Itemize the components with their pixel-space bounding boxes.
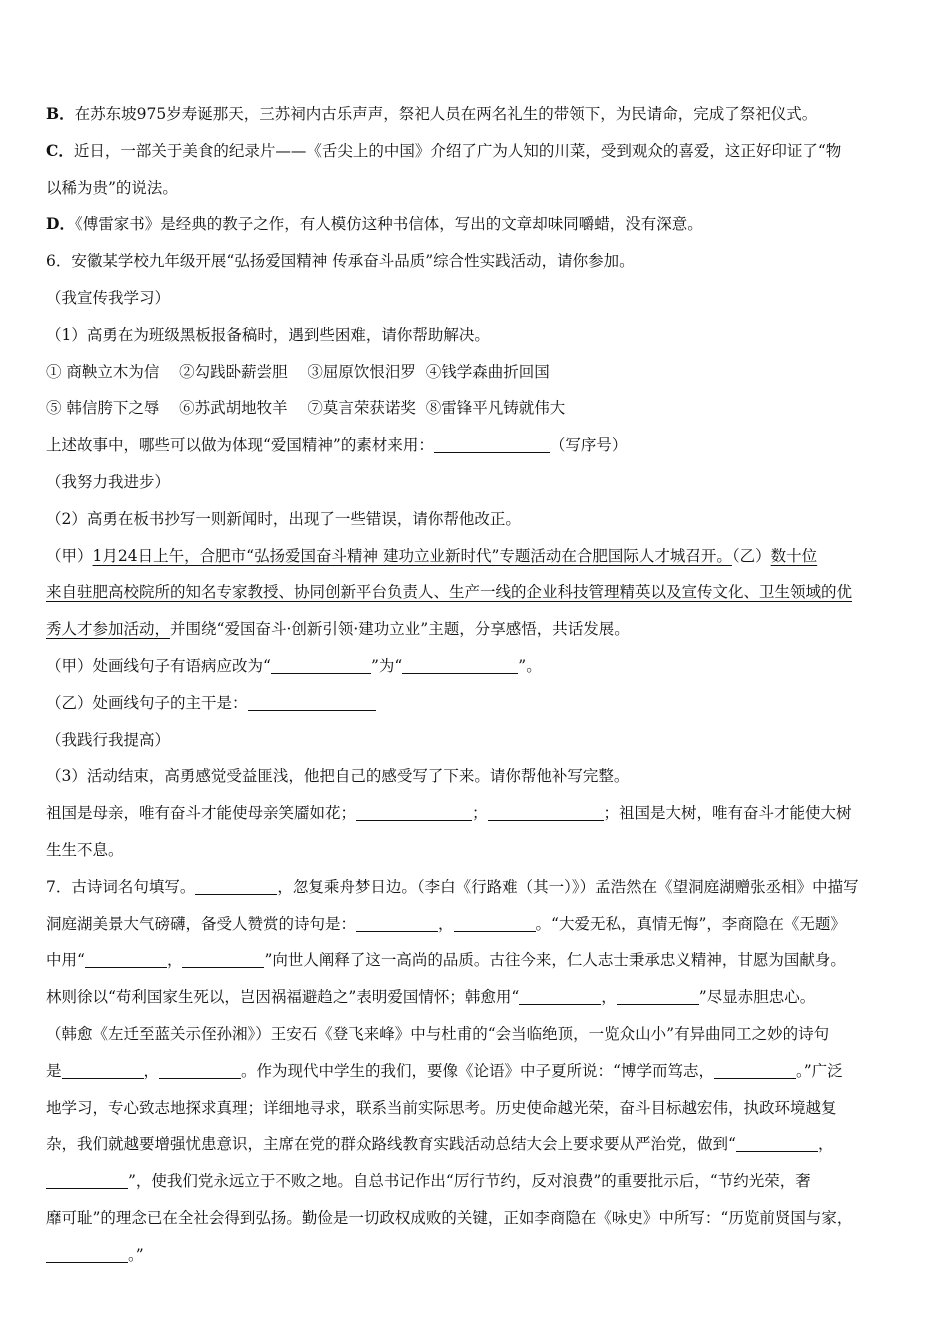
q7-line-5: （韩愈《左迁至蓝关示侄孙湘》）王安石《登飞来峰》中与杜甫的“会当临绝顶，一览众山小”有异曲同工之妙的诗句 (46, 1024, 830, 1043)
option-c-label: C． (46, 140, 74, 160)
answer-blank[interactable] (248, 694, 376, 711)
sub-question-1-ask (46, 427, 908, 464)
fill-text: ；祖国是大树，唯有奋斗才能使大树 (603, 804, 852, 823)
section-heading-3: （我践行我提高） (46, 730, 171, 749)
answer-blank[interactable] (46, 1173, 128, 1190)
story-list-2: ⑤ 韩信胯下之辱 ⑥苏武胡地牧羊 ⑦莫言荣获诺奖 ⑧雷锋平凡铸就伟大 (46, 399, 566, 418)
answer-blank[interactable] (714, 1062, 796, 1079)
option-c-text: 近日，一部关于美食的纪录片——《舌尖上的中国》介绍了广为人知的川菜，受到观众的喜爱，这正好印证了“物 (73, 141, 842, 160)
news-yi-label: （乙） (731, 546, 771, 565)
news-line-2 (46, 574, 908, 611)
answer-blank[interactable] (356, 915, 438, 932)
news-jia-label: （甲） (46, 546, 93, 565)
answer-blank[interactable] (454, 915, 536, 932)
q7-text: 。” (128, 1245, 144, 1264)
sub-question-1: （1）高勇在为班级黑板报备稿时，遇到些困难，请你帮助解决。 (46, 325, 490, 344)
fix-jia-line (46, 648, 908, 685)
news-line-3 (46, 611, 908, 648)
answer-blank[interactable] (159, 1062, 241, 1079)
question-6-title: 6．安徽某学校九年级开展“弘扬爱国精神 传承奋斗品质”综合性实践活动，请你参加。 (46, 252, 635, 271)
q7-text: 是 (46, 1061, 62, 1080)
news-line-1 (46, 538, 908, 575)
answer-blank[interactable] (617, 989, 699, 1006)
news-yi-sentence-end: 秀人才参加活动， (46, 620, 171, 639)
ask-text: 上述故事中，哪些可以做为体现“爱国精神”的素材来用： (46, 436, 434, 455)
fix-jia-text: （甲）处画线句子有语病应改为“ (46, 656, 271, 675)
q7-text: ”尽显赤胆忠心。 (698, 988, 816, 1007)
answer-blank[interactable] (271, 657, 371, 674)
q7-text: 中用“ (46, 951, 85, 970)
answer-blank[interactable] (402, 657, 518, 674)
answer-blank[interactable] (46, 1246, 128, 1263)
q7-line-1 (46, 869, 908, 906)
option-d-label: D． (46, 214, 75, 234)
section-heading-1: （我宣传我学习） (46, 288, 171, 307)
fill-line-2: 生生不息。 (46, 840, 124, 859)
fix-jia-text: ”。 (518, 656, 542, 675)
q7-line-10: 靡可耻”的理念已在全社会得到弘扬。勤俭是一切政权成败的关键，正如李商隐在《咏史》中所写：“历览前贤国与家， (46, 1208, 853, 1227)
fill-text: 祖国是母亲，唯有奋斗才能使母亲笑靥如花； (46, 804, 357, 823)
q7-text: ”向世人阐释了这一高尚的品质。古往今来，仁人志士秉承忠义精神，甘愿为国献身。 (264, 951, 846, 970)
fill-text: ； (472, 804, 488, 823)
answer-blank[interactable] (182, 952, 264, 969)
q7-text: 洞庭湖美景大气磅礴，备受人赞赏的诗句是： (46, 914, 357, 933)
fill-line-1 (46, 795, 908, 832)
q7-line-11 (46, 1237, 908, 1274)
q7-text: 。”广泛 (795, 1061, 843, 1080)
answer-blank[interactable] (85, 952, 167, 969)
answer-blank[interactable] (195, 878, 277, 895)
q7-text: 。作为现代中学生的我们，要像《论语》中子夏所说：“博学而笃志， (241, 1061, 714, 1080)
q7-text: 。“大爱无私，真情无悔”，李商隐在《无题》 (535, 914, 846, 933)
q7-text: ”，使我们党永远立于不败之地。自总书记作出“厉行节约，反对浪费”的重要批示后，“节约光荣，奢 (128, 1172, 811, 1191)
answer-blank[interactable] (62, 1062, 144, 1079)
q7-text: ， (601, 988, 617, 1007)
fix-yi-line (46, 685, 908, 722)
sub-question-2: （2）高勇在板书抄写一则新闻时，出现了一些错误，请你帮他改正。 (46, 509, 521, 528)
ask-hint: （写序号） (549, 436, 628, 455)
q7-line-3 (46, 942, 908, 979)
answer-blank[interactable] (356, 805, 472, 822)
option-b-text: 在苏东坡975岁寿诞那天，三苏祠内古乐声声，祭祀人员在两名礼生的带领下，为民请命，完成了祭祀仪式。 (74, 105, 818, 123)
option-d-line (46, 206, 908, 243)
story-list-1: ① 商鞅立木为信 ②勾践卧薪尝胆 ③屈原饮恨汨罗 ④钱学森曲折回国 (46, 362, 550, 381)
q7-text: ， (817, 1135, 834, 1154)
news-rest: 并围绕“爱国奋斗·创新引领·建功立业”主题，分享感悟，共话发展。 (170, 620, 630, 639)
q7-line-4 (46, 979, 908, 1016)
news-jia-sentence: 1月24日上午，合肥市“弘扬爱国奋斗精神 建功立业新时代”专题活动在合肥国际人才城召开。 (92, 546, 732, 565)
fix-jia-text: ”为“ (370, 656, 403, 675)
q7-line-6 (46, 1053, 908, 1090)
q7-line-8 (46, 1126, 908, 1163)
option-d-text: 《傅雷家书》是经典的教子之作，有人模仿这种书信体，写出的文章却味同嚼蜡，没有深意。 (74, 215, 703, 234)
answer-blank[interactable] (736, 1136, 818, 1153)
sub-question-3: （3）活动结束，高勇感觉受益匪浅，他把自己的感受写了下来。请你帮他补写完整。 (46, 767, 630, 786)
q7-line-2 (46, 906, 908, 943)
option-b-label: B． (46, 104, 75, 123)
section-heading-2: （我努力我进步） (46, 472, 171, 491)
news-yi-sentence: 数十位 (770, 546, 818, 565)
option-c-text-cont: 以稀为贵”的说法。 (46, 178, 178, 197)
q7-text: 林则徐以“苟利国家生死以，岂因祸福避趋之”表明爱国情怀；韩愈用“ (46, 988, 520, 1007)
answer-blank[interactable] (434, 437, 550, 454)
q7-text: 7．古诗词名句填写。 (46, 877, 196, 896)
option-c-line (46, 133, 908, 170)
q7-text: ， (438, 914, 454, 933)
q7-line-9 (46, 1163, 908, 1200)
q7-text: ，忽复乘舟梦日边。（李白《行路难（其一）》）孟浩然在《望洞庭湖赠张丞相》中描写 (277, 877, 859, 896)
news-yi-sentence-cont: 来自驻肥高校院所的知名专家教授、协同创新平台负责人、生产一线的企业科技管理精英以及宣传文化、卫生领域的优 (46, 583, 853, 602)
q7-text: 杂，我们就越要增强忧患意识，主席在党的群众路线教育实践活动总结大会上要求要从严治党，做到“ (46, 1135, 736, 1154)
answer-blank[interactable] (519, 989, 601, 1006)
option-b-line (46, 96, 908, 133)
q7-text: ， (166, 951, 183, 970)
answer-blank[interactable] (488, 805, 604, 822)
option-c-line-2 (46, 170, 908, 207)
exam-page (46, 96, 908, 1274)
q7-text: ， (143, 1061, 160, 1080)
q7-line-7: 地学习，专心致志地探求真理；详细地寻求，联系当前实际思考。历史使命越光荣，奋斗目标越宏伟，执政环境越复 (46, 1098, 837, 1117)
fix-yi-text: （乙）处画线句子的主干是： (46, 693, 248, 712)
